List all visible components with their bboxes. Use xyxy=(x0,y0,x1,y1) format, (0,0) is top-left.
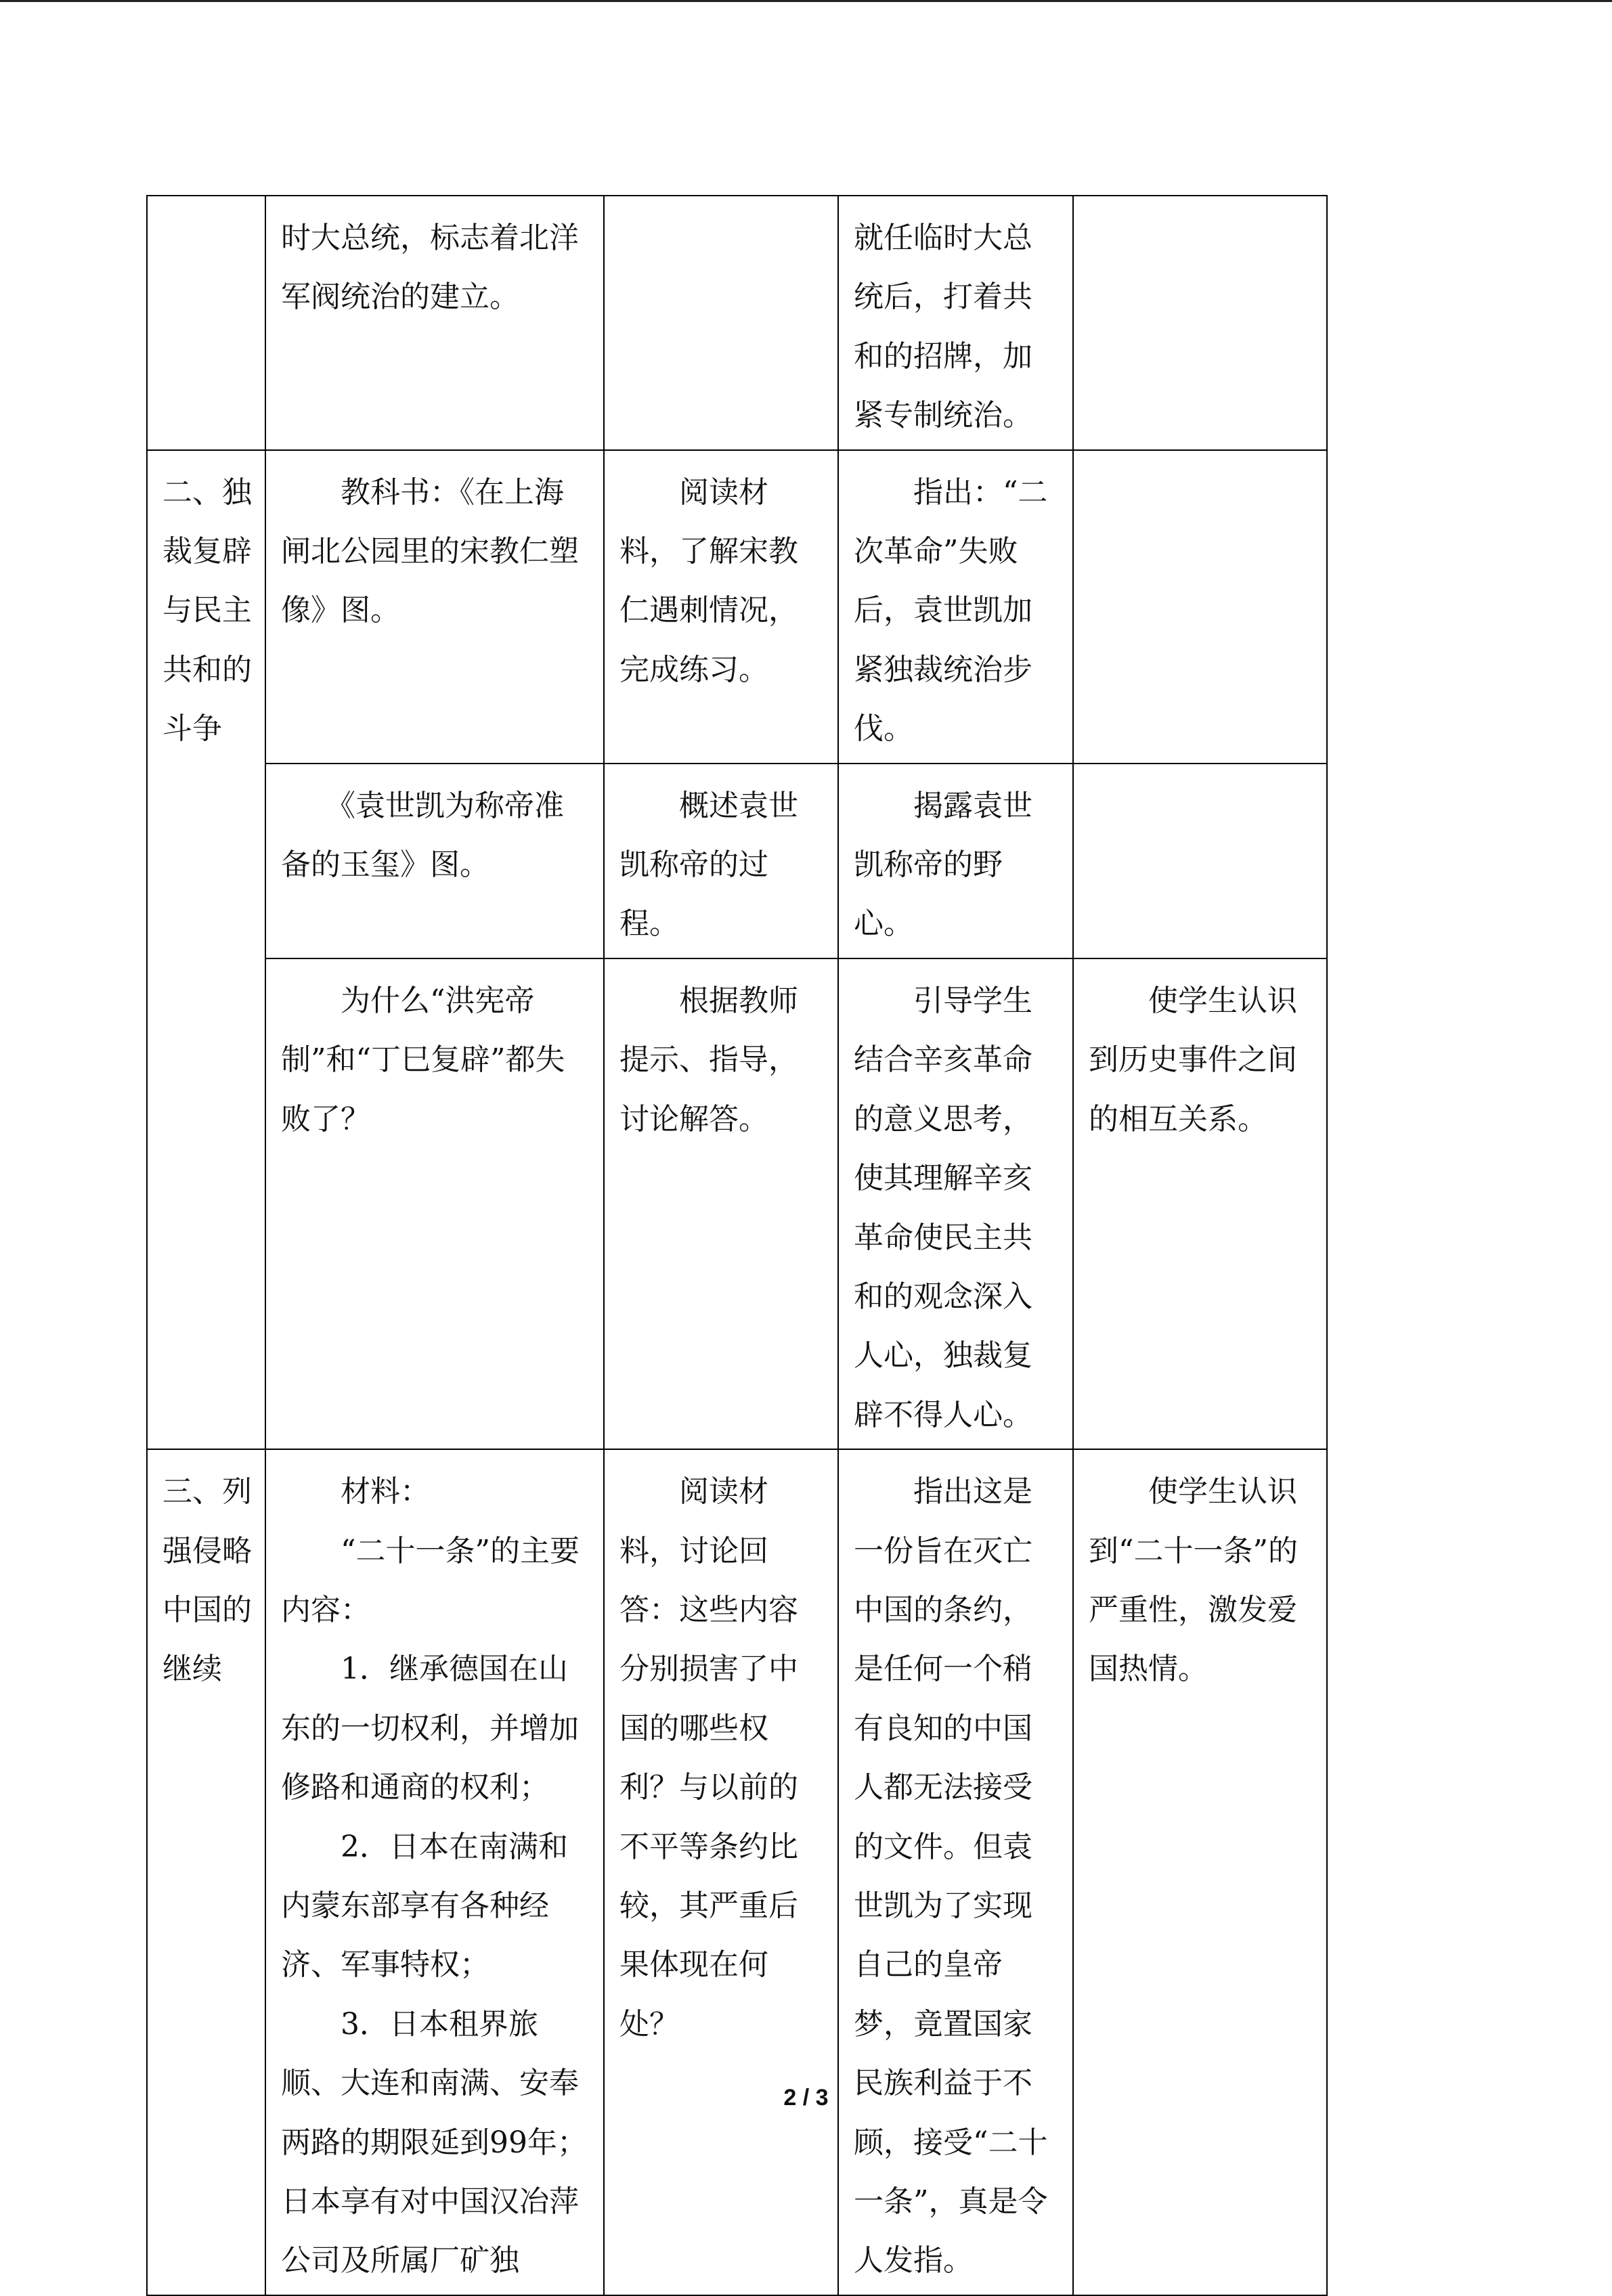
teacher-activity-cell: 指出这是一份旨在灭亡中国的条约，是任何一个稍有良知的中国人都无法接受的文件。但袁世凯为了实现自己的皇帝梦，竟置国家民族利益于不顾，接受“二十一条”，真是令人发指。 xyxy=(838,1449,1073,2295)
student-activity-cell: 根据教师提示、指导，讨论解答。 xyxy=(604,958,838,1449)
teacher-activity-cell: 揭露袁世凯称帝的野心。 xyxy=(838,764,1073,958)
material-cell: 教科书：《在上海闸北公园里的宋教仁塑像》图。 xyxy=(265,450,604,764)
purpose-cell xyxy=(1073,450,1327,764)
section-cell: 二、独裁复辟与民主共和的斗争 xyxy=(147,450,265,1450)
section-cell: 三、列强侵略中国的继续 xyxy=(147,1449,265,2295)
table-row xyxy=(147,958,1327,1449)
page-number: 2 / 3 xyxy=(783,2085,829,2111)
student-activity-cell: 概述袁世凯称帝的过程。 xyxy=(604,764,838,958)
table-row xyxy=(147,450,1327,764)
table-row xyxy=(147,764,1327,958)
material-cell: 材料： “二十一条”的主要内容： 1．继承德国在山东的一切权利，并增加修路和通商的权利； 2．日本在南满和内蒙东部享有各种经济、军事特权； 3．日本租界旅顺、大连和南满、安奉两路的期限延到99年；日本享有对中国汉冶萍公司及所属厂矿独 xyxy=(265,1449,604,2295)
purpose-cell: 使学生认识到历史事件之间的相互关系。 xyxy=(1073,958,1327,1449)
material-cell: 为什么“洪宪帝制”和“丁巳复辟”都失败了？ xyxy=(265,958,604,1449)
table-row xyxy=(147,196,1327,450)
purpose-cell xyxy=(1073,196,1327,450)
student-activity-cell xyxy=(604,196,838,450)
student-activity-cell: 阅读材料，了解宋教仁遇刺情况，完成练习。 xyxy=(604,450,838,764)
material-cell: 时大总统，标志着北洋军阀统治的建立。 xyxy=(265,196,604,450)
teacher-activity-cell: 引导学生结合辛亥革命的意义思考，使其理解辛亥革命使民主共和的观念深入人心，独裁复辟不得人心。 xyxy=(838,958,1073,1449)
teacher-activity-cell: 就任临时大总统后，打着共和的招牌，加紧专制统治。 xyxy=(838,196,1073,450)
lesson-plan-table xyxy=(146,195,1328,2296)
page-top-border xyxy=(0,0,1612,2)
purpose-cell xyxy=(1073,764,1327,958)
student-activity-cell: 阅读材料，讨论回答：这些内容分别损害了中国的哪些权利？与以前的不平等条约比较，其严重后果体现在何处？ xyxy=(604,1449,838,2295)
material-cell: 《袁世凯为称帝准备的玉玺》图。 xyxy=(265,764,604,958)
table-row xyxy=(147,1449,1327,2295)
teacher-activity-cell: 指出：“二次革命”失败后，袁世凯加紧独裁统治步伐。 xyxy=(838,450,1073,764)
purpose-cell: 使学生认识到“二十一条”的严重性，激发爱国热情。 xyxy=(1073,1449,1327,2295)
section-cell xyxy=(147,196,265,450)
